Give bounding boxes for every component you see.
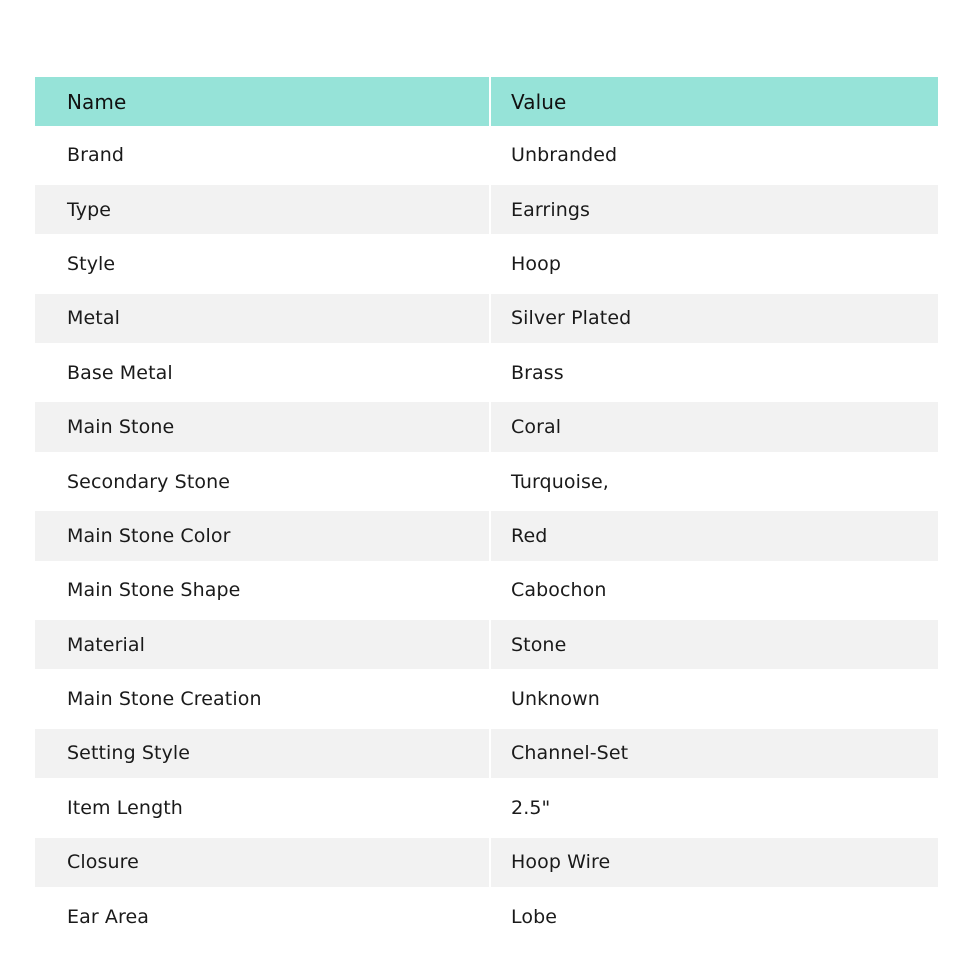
row-value-cell: Brass (511, 361, 564, 384)
row-name-cell: Secondary Stone (67, 470, 231, 493)
row-value-cell: Lobe (511, 905, 558, 928)
row-value-cell: Unknown (511, 688, 600, 711)
row-name-cell: Brand (67, 144, 125, 167)
table-row (35, 726, 938, 780)
row-name-cell: Main Stone Color (35, 511, 489, 560)
table-body (35, 128, 938, 944)
row-name-cell: Closure (35, 838, 489, 887)
header-name: Name (35, 77, 489, 126)
table-row (35, 618, 938, 672)
table-row (35, 454, 938, 508)
row-value-cell: Stone (491, 620, 938, 669)
table-row (35, 509, 938, 563)
row-name-cell: Type (35, 185, 489, 234)
table-row (35, 889, 938, 943)
row-name-cell: Main Stone Creation (67, 688, 262, 711)
row-name-cell: Material (35, 620, 489, 669)
table-row (35, 182, 938, 236)
table-header-row (35, 77, 938, 126)
row-value-cell: Red (491, 511, 938, 560)
table-row (35, 346, 938, 400)
row-value-cell: Hoop Wire (491, 838, 938, 887)
row-value-cell: Earrings (491, 185, 938, 234)
header-value: Value (491, 77, 938, 126)
row-name-cell: Metal (35, 294, 489, 343)
table-row (35, 400, 938, 454)
row-value-cell: Unbranded (511, 144, 618, 167)
row-value-cell: Cabochon (511, 579, 607, 602)
row-name-cell: Main Stone (35, 402, 489, 451)
table-row (35, 291, 938, 345)
row-value-cell: Turquoise, (511, 470, 609, 493)
table-row (35, 237, 938, 291)
row-name-cell: Style (67, 252, 116, 275)
row-value-cell: Coral (491, 402, 938, 451)
row-value-cell: Hoop (511, 252, 561, 275)
table-row (35, 781, 938, 835)
row-name-cell: Ear Area (67, 905, 150, 928)
row-name-cell: Base Metal (67, 361, 173, 384)
row-name-cell: Item Length (67, 796, 183, 819)
item-specifics-table (35, 77, 938, 944)
row-value-cell: Channel-Set (491, 729, 938, 778)
row-value-cell: 2.5" (511, 796, 551, 819)
table-row (35, 128, 938, 182)
row-name-cell: Setting Style (35, 729, 489, 778)
row-name-cell: Main Stone Shape (67, 579, 241, 602)
table-row (35, 835, 938, 889)
table-row (35, 672, 938, 726)
table-row (35, 563, 938, 617)
row-value-cell: Silver Plated (491, 294, 938, 343)
